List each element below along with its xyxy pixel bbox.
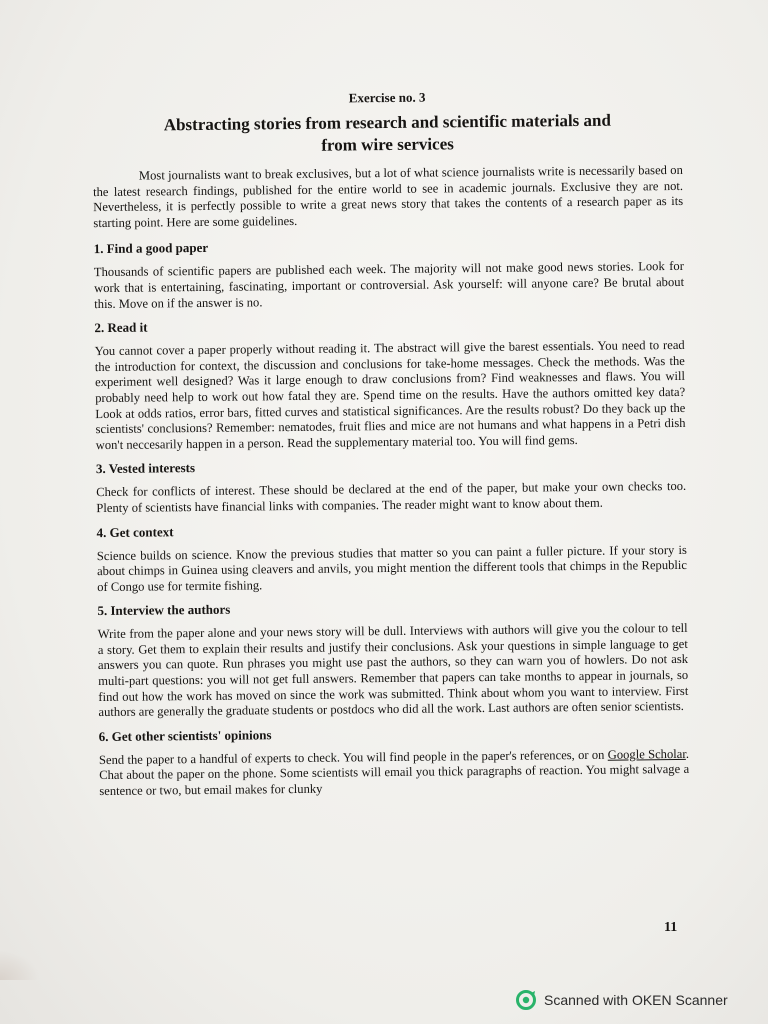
section-find-paper <box>94 235 685 312</box>
section-heading: 5. Interview the authors <box>97 601 231 619</box>
exercise-label: Exercise no. 3 <box>348 89 426 106</box>
section-heading: 4. Get context <box>96 523 174 540</box>
page-number: 11 <box>664 920 678 935</box>
section-heading: 2. Read it <box>94 319 148 336</box>
page-edge-shadow <box>0 950 40 980</box>
section-body: Science builds on science. Know the previous studies that matter so you can paint a fuller picture. If your story is about chimps in Guinea using cleavers and anvils, you might mention the different tools that chimps in the Republic of Congo use for termite fishing. <box>96 542 688 594</box>
oken-scanner-logo-icon <box>516 990 536 1010</box>
section-body-end: . Chat about the paper on the phone. Some scientists will email you thick paragraphs of reaction. You might salvage a sentence or two, but email makes for clunky <box>99 746 690 799</box>
google-scholar-link[interactable]: Google Scholar <box>607 746 686 762</box>
document-body <box>92 87 689 808</box>
section-body <box>99 747 689 800</box>
section-heading: 3. Vested interests <box>95 460 196 477</box>
section-body: Write from the paper alone and your news story will be dull. Interviews with authors will give you the colour to tell a story. Get them to explain their results and justify their conclusions. Ask your questions in simple language to get answers you can quote. Run phrases you might use past the authors, so they can warn you of howlers. Do not ask multi-part questions: you will not get full answers. Remember that papers can take months to appear in journals, so find out how the work has moved on since the work was submitted. Think about whom you want to interview. First authors are generally the graduate students or postdocs who did all the work. Last authors are often senior scientists. <box>97 621 689 720</box>
page-title <box>92 109 682 159</box>
scanner-text: Scanned with OKEN Scanner <box>544 992 728 1008</box>
title-line-2: from wire services <box>321 134 454 155</box>
section-heading: 1. Find a good paper <box>93 240 209 257</box>
section-read-it <box>94 314 685 453</box>
section-body: You cannot cover a paper properly without reading it. The abstract will give the barest essentials. You need to read the introduction for context, the discussion and conclusions for take-home messages. Check the methods. Was the experiment well designed? Was it large enough to draw conclusions from? Find weaknesses and flaws. You will probably need help to work out how fatal they are. Spend time on the results. Have the authors omitted key data? Look at odds ratios, error bars, fitted curves and statistical significances. Are the results robust? Do they back up the scientists' conclusions? Remember: nematodes, fruit flies and mice are not humans and what happens in a Petri dish won't neccesarily happen in a person. Read the supplementary material too. You will find gems. <box>94 338 686 452</box>
section-get-context <box>97 518 688 595</box>
section-body: Check for conflicts of interest. These should be declared at the end of the paper, but make your own checks too. Plenty of scientists have financial links with companies. The reader might want to know about them. <box>96 479 687 515</box>
section-interview-authors <box>97 597 688 721</box>
scanner-watermark <box>516 990 728 1010</box>
section-body: Thousands of scientific papers are published each week. The majority will not make good news stories. Look for work that is entertaining, fascinating, important or controversial. Ask yourself: will anyone care? Be brutal about this. Move on if the answer is no. <box>93 259 685 311</box>
section-other-opinions <box>99 723 690 800</box>
section-vested-interests <box>96 455 687 516</box>
intro-paragraph: Most journalists want to break exclusives, but a lot of what science journalists write is necessarily based on the latest research findings, published for the entire world to see in academic journals. Exclusive they are not. Nevertheless, it is perfectly possible to write a great news story that takes the contents of a research paper as its starting point. Here are some guidelines. <box>92 162 684 230</box>
section-heading: 6. Get other scientists' opinions <box>98 727 272 744</box>
title-line-1: Abstracting stories from research and scientific materials and <box>163 110 611 135</box>
section-body-start: Send the paper to a handful of experts to check. You will find people in the paper's references, or on <box>98 747 608 767</box>
